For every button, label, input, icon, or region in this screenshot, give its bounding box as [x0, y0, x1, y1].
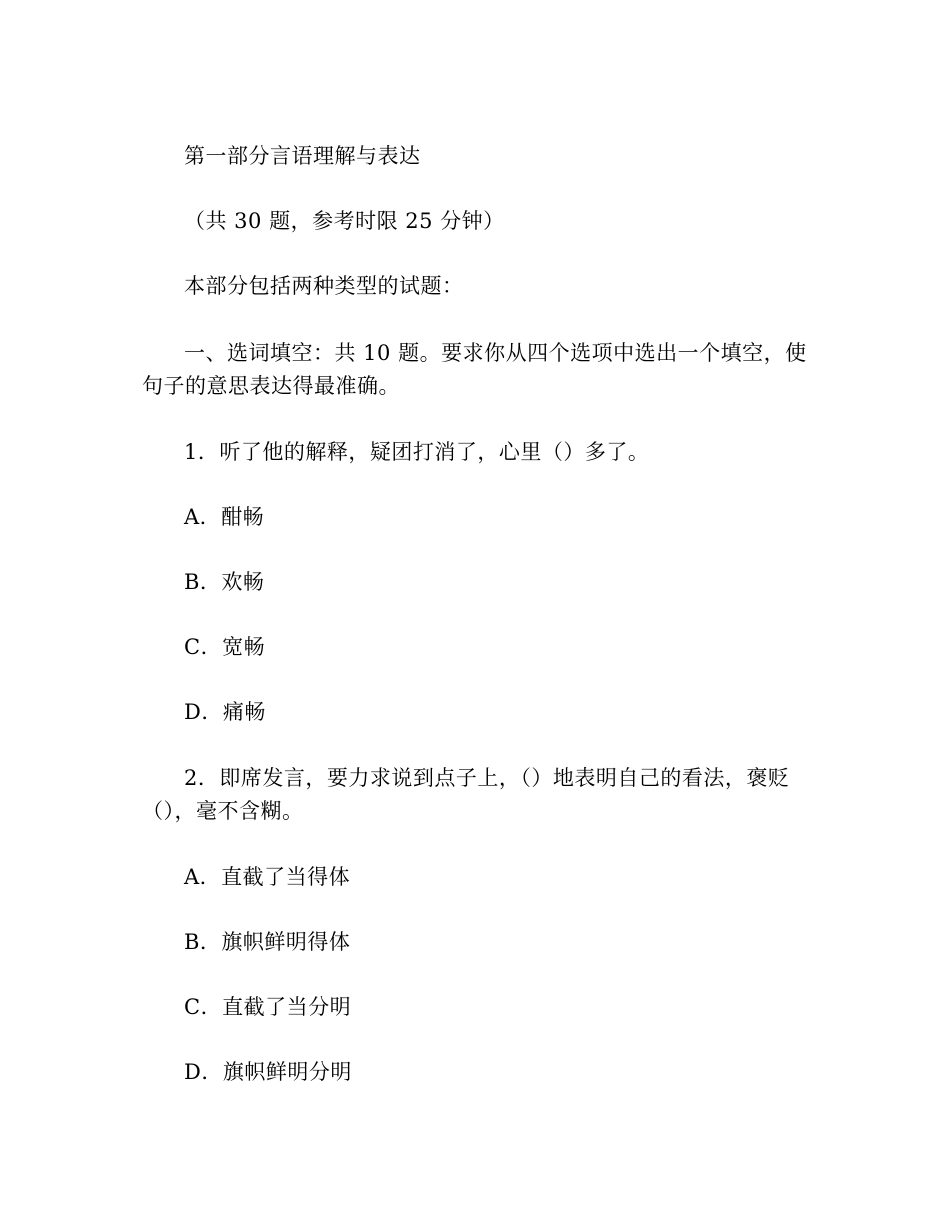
question-1-option-b: B．欢畅: [184, 570, 265, 594]
question-1-option-a: A．酣畅: [184, 505, 265, 529]
section-intro: 本部分包括两种类型的试题：: [184, 274, 464, 298]
question-2-option-c: C．直截了当分明: [184, 995, 352, 1019]
question-1-option-c: C．宽畅: [184, 635, 266, 659]
question-2-option-d: D．旗帜鲜明分明: [184, 1060, 352, 1084]
question-type-description: 一、选词填空：共 10 题。要求你从四个选项中选出一个填空，使句子的意思表达得最准确。: [142, 341, 807, 398]
question-2-option-a: A．直截了当得体: [184, 865, 351, 889]
question-2-option-b: B．旗帜鲜明得体: [184, 930, 351, 954]
section-title: 第一部分言语理解与表达: [184, 144, 421, 168]
question-2-stem: 2．即席发言，要力求说到点子上，（）地表明自己的看法，褒贬（），毫不含糊。: [142, 766, 790, 823]
section-subtitle: （共 30 题，参考时限 25 分钟）: [184, 209, 505, 233]
question-1-stem: 1．听了他的解释，疑团打消了，心里（）多了。: [184, 440, 650, 464]
question-1-option-d: D．痛畅: [184, 700, 266, 724]
